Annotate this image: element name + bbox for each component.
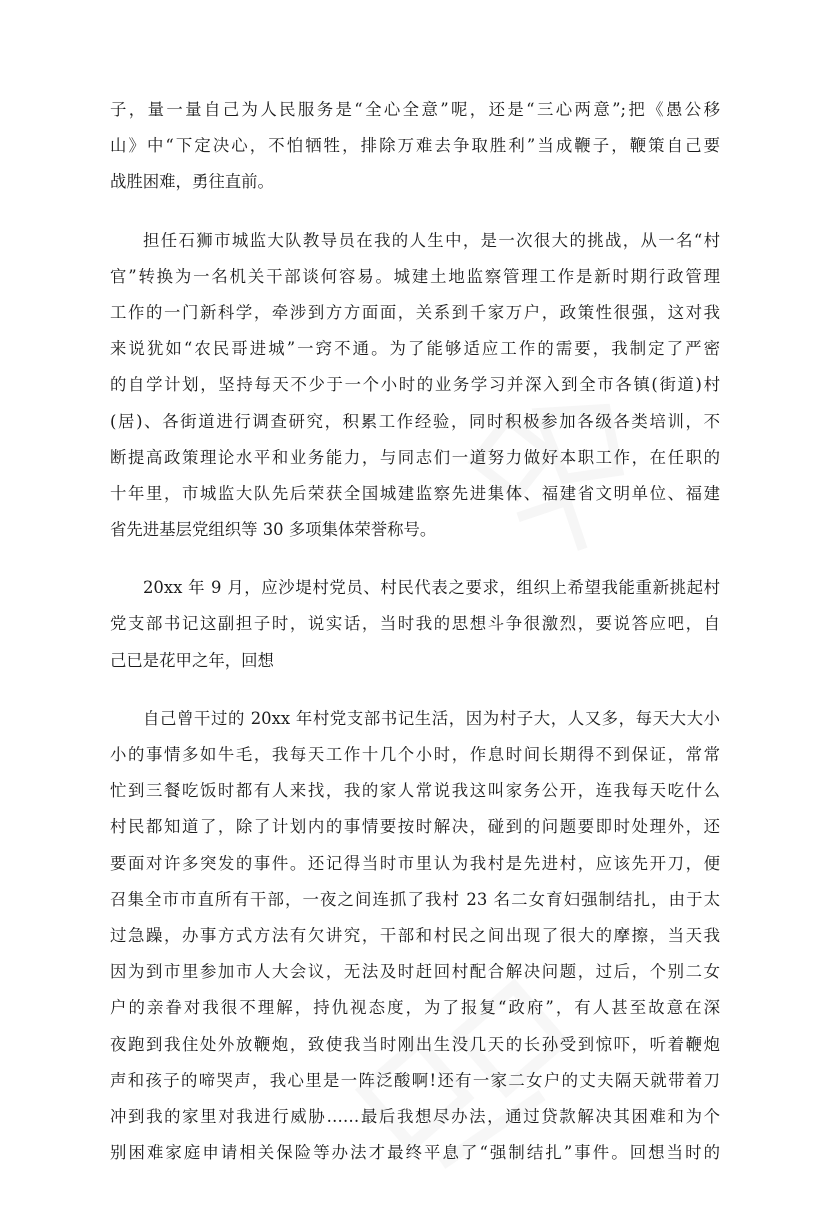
text-line: 山》中“下定决心，不怕牺牲，排除万难去争取胜利”当成鞭子，鞭策自己要 [110, 136, 720, 156]
text-line: 子，量一量自己为人民服务是“全心全意”呢，还是“三心两意”;把《愚公移 [110, 100, 720, 119]
text-line: 小的事情多如牛毛，我每天工作十几个小时，作息时间长期得不到保证，常常 [110, 745, 720, 764]
text-line: 户的亲眷对我很不理解，持仇视态度，为了报复“政府”，有人甚至故意在深 [110, 998, 720, 1018]
text-line: 担任石狮市城监大队教导员在我的人生中，是一次很大的挑战，从一名“村 [143, 230, 720, 250]
text-line: 因为到市里参加市人大会议，无法及时赶回村配合解决问题，过后，个别二女 [110, 962, 720, 982]
text-line: 的自学计划，坚持每天不少于一个小时的业务学习并深入到全市各镇(街道)村 [110, 375, 720, 395]
text-line: 要面对许多突发的事件。还记得当时市里认为我村是先进村，应该先开刀，便 [110, 853, 720, 873]
text-line: 自己曾干过的 20xx 年村党支部书记生活，因为村子大，人又多，每天大大小 [143, 708, 720, 728]
text-line: 己已是花甲之年，回想 [110, 650, 274, 670]
paragraph-2 [110, 223, 720, 549]
paragraph-1 [110, 92, 720, 201]
text-line: 声和孩子的啼哭声，我心里是一阵泛酸啊!还有一家二女户的丈夫隔天就带着刀 [110, 1070, 720, 1090]
paragraph-4 [110, 701, 720, 1171]
text-line: 党支部书记这副担子时，说实话，当时我的思想斗争很激烈，要说答应吧，自 [110, 614, 720, 634]
text-line: 十年里，市城监大队先后荣获全国城建监察先进集体、福建省文明单位、福建 [110, 483, 720, 503]
text-line: 冲到我的家里对我进行威胁……最后我想尽办法，通过贷款解决其困难和为个 [110, 1106, 720, 1126]
text-line: 20xx 年 9 月，应沙堤村党员、村民代表之要求，组织上希望我能重新挑起村 [143, 578, 720, 598]
text-line: 工作的一门新科学，牵涉到方方面面，关系到千家万户，政策性很强，这对我 [110, 302, 720, 322]
text-line: 官”转换为一名机关干部谈何容易。城建土地监察管理工作是新时期行政管理 [110, 266, 720, 286]
text-line: 来说犹如“农民哥进城”一窍不通。为了能够适应工作的需要，我制定了严密 [110, 339, 720, 359]
document-body [110, 92, 720, 1193]
text-line: (居)、各街道进行调查研究，积累工作经验，同时积极参加各级各类培训，不 [110, 411, 720, 431]
text-line: 省先进基层党组织等 30 多项集体荣誉称号。 [110, 520, 437, 540]
text-line: 别困难家庭申请相关保险等办法才最终平息了“强制结扎”事件。回想当时的 [110, 1143, 720, 1163]
paragraph-3 [110, 570, 720, 679]
text-line: 召集全市市直所有干部，一夜之间连抓了我村 23 名二女育妇强制结扎，由于太 [110, 889, 720, 909]
text-line: 村民都知道了，除了计划内的事情要按时解决，碰到的问题要即时处理外，还 [110, 817, 720, 837]
text-line: 夜跑到我住处外放鞭炮，致使我当时刚出生没几天的长孙受到惊吓，听着鞭炮 [110, 1034, 720, 1054]
text-line: 忙到三餐吃饭时都有人来找，我的家人常说我这叫家务公开，连我每天吃什么 [110, 781, 720, 801]
text-line: 过急躁，办事方式方法有欠讲究，干部和村民之间出现了很大的摩擦，当天我 [110, 925, 720, 945]
text-line: 战胜困难，勇往直前。 [110, 172, 274, 192]
text-line: 断提高政策理论水平和业务能力，与同志们一道努力做好本职工作，在任职的 [110, 447, 720, 467]
